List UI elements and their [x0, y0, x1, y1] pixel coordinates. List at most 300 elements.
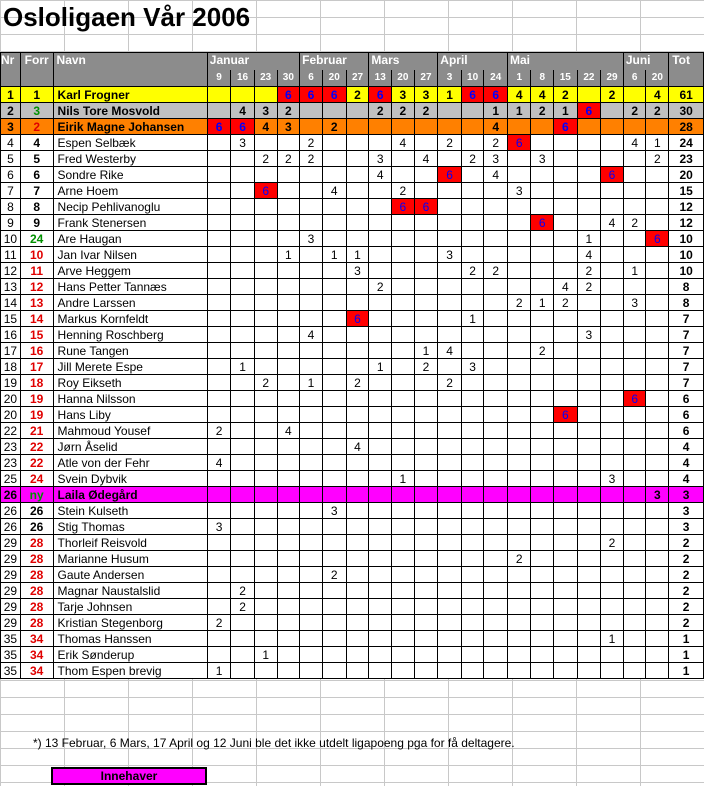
score-cell: [508, 343, 531, 359]
previous-rank-cell: 28: [20, 615, 53, 631]
score-cell: [322, 167, 346, 183]
score-cell: [231, 551, 255, 567]
score-cell: [553, 247, 577, 263]
score-cell: [484, 343, 508, 359]
player-name: Arne Hoem: [53, 183, 207, 199]
table-row: [1, 135, 704, 151]
score-cell: [207, 279, 230, 295]
score-cell: [461, 183, 484, 199]
score-cell: [300, 295, 323, 311]
table-row: [1, 391, 704, 407]
rank-cell: 23: [1, 439, 21, 455]
score-cell: [346, 423, 369, 439]
player-name: Roy Eikseth: [53, 375, 207, 391]
score-cell: [322, 231, 346, 247]
rank-cell: 23: [1, 455, 21, 471]
score-cell: [414, 535, 438, 551]
player-name: Stig Thomas: [53, 519, 207, 535]
day-header: 6: [300, 70, 323, 87]
score-cell: 4: [369, 167, 392, 183]
score-cell: [508, 599, 531, 615]
score-cell: 4: [254, 119, 277, 135]
score-cell: [646, 327, 669, 343]
score-cell: [277, 535, 300, 551]
score-cell: [531, 167, 554, 183]
score-cell: [392, 167, 415, 183]
previous-rank-cell: 5: [20, 151, 53, 167]
score-cell: [392, 391, 415, 407]
score-cell: 4: [623, 135, 646, 151]
score-cell: 3: [531, 151, 554, 167]
score-cell: [346, 167, 369, 183]
score-cell: [231, 247, 255, 263]
score-cell: [577, 119, 601, 135]
score-cell: [601, 247, 624, 263]
score-cell: [623, 615, 646, 631]
score-cell: [414, 311, 438, 327]
score-cell: [254, 87, 277, 103]
score-cell: 2: [369, 279, 392, 295]
score-cell: [392, 327, 415, 343]
score-cell: [277, 407, 300, 423]
previous-rank-cell: 24: [20, 471, 53, 487]
score-cell: [553, 231, 577, 247]
total-cell: 6: [669, 407, 704, 423]
score-cell: 4: [531, 87, 554, 103]
score-cell: [322, 423, 346, 439]
score-cell: [254, 167, 277, 183]
score-cell: [207, 359, 230, 375]
score-cell: [254, 311, 277, 327]
score-cell: [346, 183, 369, 199]
score-cell: [392, 279, 415, 295]
score-cell: [414, 503, 438, 519]
score-cell: [346, 327, 369, 343]
score-cell: [508, 439, 531, 455]
table-row: [1, 615, 704, 631]
total-cell: 4: [669, 455, 704, 471]
score-cell: [392, 407, 415, 423]
score-cell: [300, 407, 323, 423]
score-cell: [577, 87, 601, 103]
score-cell: 2: [623, 103, 646, 119]
score-cell: [438, 199, 461, 215]
score-cell: 1: [231, 359, 255, 375]
total-cell: 2: [669, 615, 704, 631]
previous-rank-cell: 22: [20, 439, 53, 455]
player-name: Sondre Rike: [53, 167, 207, 183]
score-cell: [484, 663, 508, 679]
score-cell: [369, 375, 392, 391]
score-cell: [531, 471, 554, 487]
score-cell: 3: [277, 119, 300, 135]
score-cell: 3: [254, 103, 277, 119]
score-cell: [392, 311, 415, 327]
total-cell: 12: [669, 215, 704, 231]
score-cell: [577, 215, 601, 231]
day-header: 20: [322, 70, 346, 87]
score-cell: 3: [346, 263, 369, 279]
score-cell: [231, 391, 255, 407]
score-cell: [231, 231, 255, 247]
total-cell: 7: [669, 327, 704, 343]
rank-cell: 18: [1, 359, 21, 375]
score-cell: [207, 327, 230, 343]
month-januar: Januar: [207, 53, 299, 70]
score-cell: [346, 663, 369, 679]
score-cell: [646, 455, 669, 471]
score-cell: 1: [461, 311, 484, 327]
score-cell: [277, 631, 300, 647]
score-cell: [438, 471, 461, 487]
score-cell: [438, 439, 461, 455]
score-cell: [392, 215, 415, 231]
score-cell: [392, 343, 415, 359]
score-cell: [461, 439, 484, 455]
score-cell: [577, 343, 601, 359]
score-cell: [369, 439, 392, 455]
score-cell: [277, 327, 300, 343]
player-name: Jørn Åselid: [53, 439, 207, 455]
score-cell: [346, 503, 369, 519]
day-header: 24: [484, 70, 508, 87]
score-cell: 6: [577, 103, 601, 119]
score-cell: [254, 279, 277, 295]
rank-cell: 20: [1, 407, 21, 423]
rank-cell: 15: [1, 311, 21, 327]
score-cell: [601, 455, 624, 471]
score-cell: [207, 471, 230, 487]
score-cell: 2: [207, 615, 230, 631]
score-cell: 6: [646, 231, 669, 247]
score-cell: 1: [277, 247, 300, 263]
score-cell: [300, 535, 323, 551]
score-cell: [414, 407, 438, 423]
score-cell: [646, 647, 669, 663]
score-cell: [369, 519, 392, 535]
player-name: Gaute Andersen: [53, 567, 207, 583]
table-row: [1, 279, 704, 295]
table-row: [1, 487, 704, 503]
player-name: Rune Tangen: [53, 343, 207, 359]
table-row: [1, 343, 704, 359]
previous-rank-cell: 6: [20, 167, 53, 183]
score-cell: 3: [601, 471, 624, 487]
score-cell: [254, 439, 277, 455]
rank-cell: 26: [1, 519, 21, 535]
score-cell: [207, 439, 230, 455]
score-cell: 1: [508, 103, 531, 119]
score-cell: [623, 455, 646, 471]
score-cell: [461, 135, 484, 151]
player-name: Kristian Stegenborg: [53, 615, 207, 631]
player-name: Hans Liby: [53, 407, 207, 423]
score-cell: [300, 279, 323, 295]
rank-cell: 7: [1, 183, 21, 199]
score-cell: [346, 215, 369, 231]
score-cell: [623, 359, 646, 375]
score-cell: [369, 551, 392, 567]
score-cell: 6: [508, 135, 531, 151]
score-cell: [484, 599, 508, 615]
score-cell: [207, 103, 230, 119]
score-cell: [531, 455, 554, 471]
player-name: Tarje Johnsen: [53, 599, 207, 615]
score-cell: [414, 567, 438, 583]
score-cell: [438, 279, 461, 295]
score-cell: [346, 295, 369, 311]
score-cell: 2: [438, 135, 461, 151]
score-cell: [484, 423, 508, 439]
score-cell: [553, 583, 577, 599]
rank-cell: 13: [1, 279, 21, 295]
day-header: 1: [508, 70, 531, 87]
score-cell: [646, 631, 669, 647]
score-cell: [414, 615, 438, 631]
score-cell: [346, 631, 369, 647]
score-cell: [438, 503, 461, 519]
previous-rank-cell: 18: [20, 375, 53, 391]
previous-rank-cell: 4: [20, 135, 53, 151]
score-cell: [623, 311, 646, 327]
score-cell: 6: [623, 391, 646, 407]
score-cell: [553, 327, 577, 343]
score-cell: [601, 103, 624, 119]
score-cell: [322, 343, 346, 359]
score-cell: [553, 439, 577, 455]
score-cell: [531, 503, 554, 519]
score-cell: [531, 119, 554, 135]
score-cell: [231, 503, 255, 519]
score-cell: [277, 343, 300, 359]
score-cell: [207, 295, 230, 311]
score-cell: [623, 247, 646, 263]
score-cell: [231, 439, 255, 455]
score-cell: [346, 535, 369, 551]
previous-rank-cell: 19: [20, 407, 53, 423]
score-cell: [277, 583, 300, 599]
score-cell: [531, 663, 554, 679]
score-cell: 2: [484, 263, 508, 279]
score-cell: [322, 391, 346, 407]
score-cell: [231, 167, 255, 183]
score-cell: [623, 519, 646, 535]
score-cell: [461, 487, 484, 503]
previous-rank-cell: 17: [20, 359, 53, 375]
score-cell: [646, 535, 669, 551]
score-cell: [438, 215, 461, 231]
score-cell: [207, 503, 230, 519]
score-cell: [438, 455, 461, 471]
score-cell: [254, 535, 277, 551]
score-cell: 1: [392, 471, 415, 487]
score-cell: [623, 439, 646, 455]
score-cell: [369, 407, 392, 423]
score-cell: 3: [646, 487, 669, 503]
previous-rank-cell: 19: [20, 391, 53, 407]
score-cell: [207, 263, 230, 279]
score-cell: [300, 343, 323, 359]
score-cell: [646, 471, 669, 487]
score-cell: [346, 103, 369, 119]
score-cell: [438, 327, 461, 343]
score-cell: [623, 599, 646, 615]
score-cell: [646, 343, 669, 359]
previous-rank-cell: 14: [20, 311, 53, 327]
score-cell: [231, 87, 255, 103]
score-cell: [577, 439, 601, 455]
score-cell: 4: [322, 183, 346, 199]
score-cell: [553, 215, 577, 231]
player-name: Henning Roschberg: [53, 327, 207, 343]
score-cell: [322, 487, 346, 503]
score-cell: [254, 519, 277, 535]
total-cell: 10: [669, 263, 704, 279]
score-cell: [553, 631, 577, 647]
score-cell: [577, 199, 601, 215]
score-cell: [277, 599, 300, 615]
score-cell: [231, 407, 255, 423]
header-nr: Nr: [1, 53, 21, 87]
score-cell: [346, 551, 369, 567]
score-cell: [577, 423, 601, 439]
score-cell: [601, 439, 624, 455]
player-name: Arve Heggem: [53, 263, 207, 279]
table-row: [1, 327, 704, 343]
score-cell: [322, 663, 346, 679]
score-cell: [438, 519, 461, 535]
player-name: Magnar Naustalslid: [53, 583, 207, 599]
score-cell: [508, 503, 531, 519]
score-cell: [577, 535, 601, 551]
score-cell: [508, 647, 531, 663]
score-cell: [231, 647, 255, 663]
score-cell: [646, 263, 669, 279]
previous-rank-cell: 2: [20, 119, 53, 135]
previous-rank-cell: 34: [20, 647, 53, 663]
rank-cell: 3: [1, 119, 21, 135]
score-cell: [461, 119, 484, 135]
table-row: [1, 663, 704, 679]
score-cell: [484, 535, 508, 551]
score-cell: [531, 519, 554, 535]
total-cell: 2: [669, 535, 704, 551]
score-cell: [508, 631, 531, 647]
total-cell: 23: [669, 151, 704, 167]
score-cell: [369, 263, 392, 279]
score-cell: [322, 311, 346, 327]
day-header: 16: [231, 70, 255, 87]
score-cell: [392, 503, 415, 519]
score-cell: [577, 151, 601, 167]
score-cell: 4: [577, 247, 601, 263]
total-cell: 61: [669, 87, 704, 103]
score-cell: [392, 455, 415, 471]
score-cell: 6: [300, 87, 323, 103]
score-cell: [553, 343, 577, 359]
score-cell: [277, 663, 300, 679]
score-cell: [300, 583, 323, 599]
score-cell: [322, 631, 346, 647]
score-cell: [484, 375, 508, 391]
score-cell: [231, 295, 255, 311]
score-cell: 2: [577, 279, 601, 295]
total-cell: 2: [669, 551, 704, 567]
player-name: Frank Stenersen: [53, 215, 207, 231]
table-row: [1, 215, 704, 231]
score-cell: [623, 471, 646, 487]
score-cell: [392, 263, 415, 279]
score-cell: [369, 295, 392, 311]
score-cell: [438, 119, 461, 135]
score-cell: [601, 519, 624, 535]
score-cell: [322, 455, 346, 471]
score-cell: [300, 119, 323, 135]
player-name: Nils Tore Mosvold: [53, 103, 207, 119]
score-cell: [392, 487, 415, 503]
score-cell: [254, 663, 277, 679]
score-cell: [392, 583, 415, 599]
total-cell: 3: [669, 503, 704, 519]
score-cell: [277, 199, 300, 215]
score-cell: [322, 135, 346, 151]
score-cell: [231, 199, 255, 215]
score-cell: [254, 503, 277, 519]
score-cell: [369, 247, 392, 263]
score-cell: [254, 231, 277, 247]
score-cell: [207, 87, 230, 103]
score-cell: 1: [601, 631, 624, 647]
score-cell: [646, 503, 669, 519]
score-cell: 2: [461, 263, 484, 279]
score-cell: [207, 199, 230, 215]
score-cell: [300, 103, 323, 119]
score-cell: [392, 631, 415, 647]
day-header: 20: [646, 70, 669, 87]
score-cell: 6: [346, 311, 369, 327]
score-cell: [484, 583, 508, 599]
score-cell: [322, 295, 346, 311]
rank-cell: 12: [1, 263, 21, 279]
score-cell: [346, 343, 369, 359]
score-cell: 3: [414, 87, 438, 103]
score-cell: [231, 311, 255, 327]
score-cell: [601, 183, 624, 199]
score-cell: [508, 327, 531, 343]
score-cell: 4: [392, 135, 415, 151]
score-cell: 3: [322, 503, 346, 519]
score-cell: [601, 391, 624, 407]
score-cell: [601, 407, 624, 423]
score-cell: [601, 295, 624, 311]
rank-cell: 6: [1, 167, 21, 183]
score-cell: [508, 583, 531, 599]
total-cell: 15: [669, 183, 704, 199]
score-cell: [322, 615, 346, 631]
score-cell: 6: [414, 199, 438, 215]
rank-cell: 16: [1, 327, 21, 343]
month-april: April: [438, 53, 508, 70]
header-row-months: [1, 53, 704, 70]
player-name: Markus Kornfeldt: [53, 311, 207, 327]
score-cell: [553, 183, 577, 199]
score-cell: [231, 151, 255, 167]
score-cell: 6: [438, 167, 461, 183]
rank-cell: 29: [1, 615, 21, 631]
score-cell: [322, 263, 346, 279]
score-cell: [392, 439, 415, 455]
score-cell: [231, 343, 255, 359]
